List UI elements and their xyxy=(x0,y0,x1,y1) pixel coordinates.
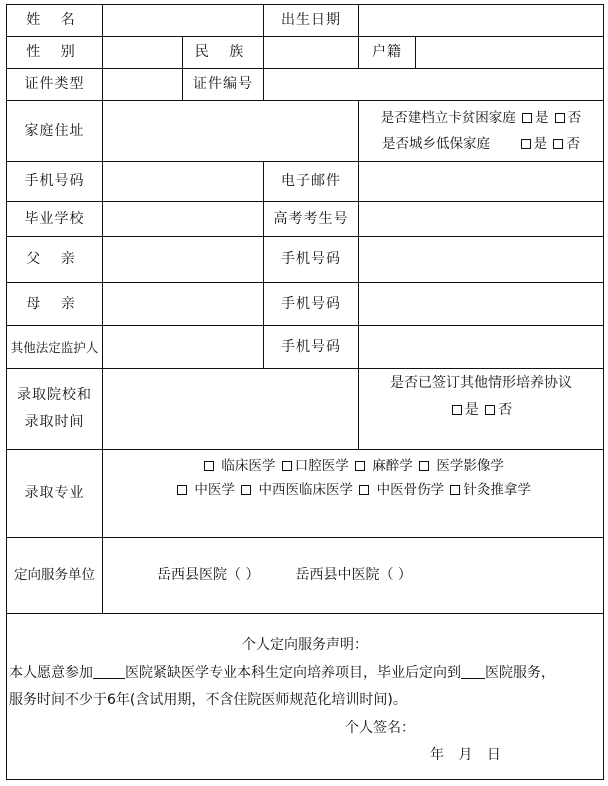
id-type-field[interactable] xyxy=(102,68,183,101)
major-options xyxy=(102,449,604,538)
checkbox-icon[interactable] xyxy=(204,461,214,471)
mother-label xyxy=(6,282,103,326)
agreement-no-option[interactable] xyxy=(483,402,512,418)
id-number-label xyxy=(182,68,264,101)
exam-number-field[interactable] xyxy=(358,201,604,237)
phone-label xyxy=(6,161,103,202)
other-agreement-cell xyxy=(358,368,604,450)
hukou-field[interactable] xyxy=(415,36,604,69)
checkbox-icon[interactable] xyxy=(359,485,369,495)
hospital-blank-1[interactable] xyxy=(93,664,125,679)
gender-label-text: 性 别 xyxy=(26,44,83,61)
id-type-label xyxy=(6,68,103,101)
yes-text: 是 xyxy=(533,136,548,152)
gender-label xyxy=(6,36,103,69)
yes-text: 是 xyxy=(535,109,549,126)
service-unit-label xyxy=(6,537,103,614)
guardian-phone-label xyxy=(263,325,359,369)
hukou-label xyxy=(358,36,416,69)
mother-phone-label-text: 手机号码 xyxy=(281,295,341,312)
lowincome-question xyxy=(382,136,580,152)
checkbox-icon[interactable] xyxy=(521,139,531,149)
agreement-question: 是否已签订其他情形培养协议 xyxy=(390,375,572,391)
birth-date-label-text: 出生日期 xyxy=(281,12,341,29)
checkbox-icon[interactable] xyxy=(522,113,532,123)
father-phone-field[interactable] xyxy=(358,236,604,283)
address-label-text: 家庭住址 xyxy=(24,122,85,139)
birth-date-field[interactable] xyxy=(358,4,604,37)
major-label xyxy=(6,449,103,538)
mother-phone-label xyxy=(263,282,359,326)
poverty-yes-option[interactable] xyxy=(520,110,549,126)
admission-label-line1: 录取院校和 xyxy=(17,387,92,404)
admission-field[interactable] xyxy=(102,368,359,450)
unit-option-county-hospital[interactable]: 岳西县医院（ ） xyxy=(157,567,260,584)
exam-number-label-text: 高考考生号 xyxy=(273,210,349,227)
lowincome-yes-option[interactable] xyxy=(519,136,548,152)
father-phone-label-text: 手机号码 xyxy=(281,251,341,268)
guardian-label-text: 其他法定监护人 xyxy=(10,339,99,355)
major-text: 中医骨伤学 xyxy=(376,482,445,499)
admission-label-line2: 录取时间 xyxy=(24,414,85,430)
checkbox-icon[interactable] xyxy=(452,405,462,415)
major-text: 麻醉学 xyxy=(372,458,413,474)
checkbox-icon[interactable] xyxy=(241,485,251,495)
declaration-text: 本人愿意参加 xyxy=(9,665,93,681)
major-option-anesthesiology[interactable] xyxy=(353,458,413,474)
father-field[interactable] xyxy=(102,236,264,283)
major-options-line1 xyxy=(202,458,504,474)
no-text: 否 xyxy=(566,136,580,152)
school-field[interactable] xyxy=(102,201,264,237)
checkbox-icon[interactable] xyxy=(355,461,365,471)
phone-label-text: 手机号码 xyxy=(24,173,85,190)
father-label xyxy=(6,236,103,283)
date-label[interactable]: 年 月 日 xyxy=(430,747,501,763)
major-text: 临床医学 xyxy=(221,458,276,474)
phone-field[interactable] xyxy=(102,161,264,202)
major-label-text: 录取专业 xyxy=(24,485,85,502)
email-label xyxy=(263,161,359,202)
no-text: 否 xyxy=(498,401,513,418)
major-text: 中医学 xyxy=(194,482,235,499)
major-text: 医学影像学 xyxy=(436,458,504,474)
school-label xyxy=(6,201,103,237)
declaration-paragraph-2: 服务时间不少于6年(含试用期，不含住院医师规范化培训时间)。 xyxy=(9,692,407,708)
major-option-orthopedics[interactable] xyxy=(357,482,444,498)
signature-label[interactable]: 个人签名： xyxy=(345,720,415,736)
ethnicity-label xyxy=(182,36,264,69)
mother-phone-field[interactable] xyxy=(358,282,604,326)
lowincome-no-option[interactable] xyxy=(551,136,580,152)
checkbox-icon[interactable] xyxy=(553,139,563,149)
father-phone-label xyxy=(263,236,359,283)
address-label xyxy=(6,100,103,162)
major-options-line2 xyxy=(175,482,531,498)
major-text: 中西医临床医学 xyxy=(258,482,353,499)
poverty-question-text: 是否建档立卡贫困家庭 xyxy=(380,109,516,126)
id-number-label-text: 证件编号 xyxy=(193,76,253,93)
checkbox-icon[interactable] xyxy=(177,485,187,495)
yes-text: 是 xyxy=(464,401,479,418)
major-option-stomatology[interactable] xyxy=(280,458,349,474)
guardian-label xyxy=(6,325,103,369)
name-label-text: 姓 名 xyxy=(26,12,83,29)
birth-date-label xyxy=(263,4,359,37)
declaration-title: 个人定向服务声明： xyxy=(242,637,368,653)
address-field[interactable] xyxy=(102,100,359,162)
id-type-label-text: 证件类型 xyxy=(24,76,85,93)
name-field[interactable] xyxy=(102,4,264,37)
school-label-text: 毕业学校 xyxy=(24,210,85,227)
mother-label-text: 母 亲 xyxy=(26,295,83,312)
declaration-paragraph-1 xyxy=(9,662,555,682)
exam-number-label xyxy=(263,201,359,237)
service-unit-label-text: 定向服务单位 xyxy=(14,567,95,584)
hukou-label-text: 户籍 xyxy=(372,44,402,61)
major-option-imaging[interactable] xyxy=(417,458,504,474)
email-field[interactable] xyxy=(358,161,604,202)
id-number-field[interactable] xyxy=(263,68,604,101)
no-text: 否 xyxy=(567,109,582,126)
name-label xyxy=(6,4,103,37)
checkbox-icon[interactable] xyxy=(419,461,429,471)
major-option-integrated[interactable] xyxy=(239,482,353,498)
major-text: 针灸推拿学 xyxy=(463,482,531,499)
email-label-text: 电子邮件 xyxy=(281,173,341,190)
agreement-yes-option[interactable] xyxy=(450,402,479,418)
agreement-options xyxy=(450,402,512,419)
mother-field[interactable] xyxy=(102,282,264,326)
checkbox-icon[interactable] xyxy=(282,461,292,471)
checkbox-icon[interactable] xyxy=(485,405,495,415)
family-status-cell xyxy=(358,100,604,162)
major-option-clinical[interactable] xyxy=(202,458,275,474)
father-label-text: 父 亲 xyxy=(26,251,83,268)
declaration-text: 医院紧缺医学专业本科生定向培养项目，毕业后定向到 xyxy=(125,665,461,681)
admission-label xyxy=(6,368,103,450)
guardian-phone-field[interactable] xyxy=(358,325,604,369)
guardian-phone-label-text: 手机号码 xyxy=(281,338,341,355)
declaration-text: 医院服务， xyxy=(485,665,555,681)
poverty-question xyxy=(381,110,582,126)
ethnicity-label-text: 民 族 xyxy=(194,44,252,61)
gender-field[interactable] xyxy=(102,36,183,69)
ethnicity-field[interactable] xyxy=(263,36,359,69)
guardian-field[interactable] xyxy=(102,325,264,369)
major-option-tcm[interactable] xyxy=(175,482,235,498)
lowincome-question-text: 是否城乡低保家庭 xyxy=(382,136,491,152)
service-unit-options xyxy=(102,537,604,614)
service-declaration xyxy=(6,613,604,780)
major-text: 口腔医学 xyxy=(294,458,349,474)
hospital-blank-2[interactable] xyxy=(461,664,485,679)
major-option-acupuncture[interactable] xyxy=(448,482,531,498)
checkbox-icon[interactable] xyxy=(450,485,460,495)
poverty-no-option[interactable] xyxy=(553,110,582,126)
checkbox-icon[interactable] xyxy=(555,113,565,123)
unit-option-tcm-hospital[interactable]: 岳西县中医院（ ） xyxy=(295,567,412,584)
